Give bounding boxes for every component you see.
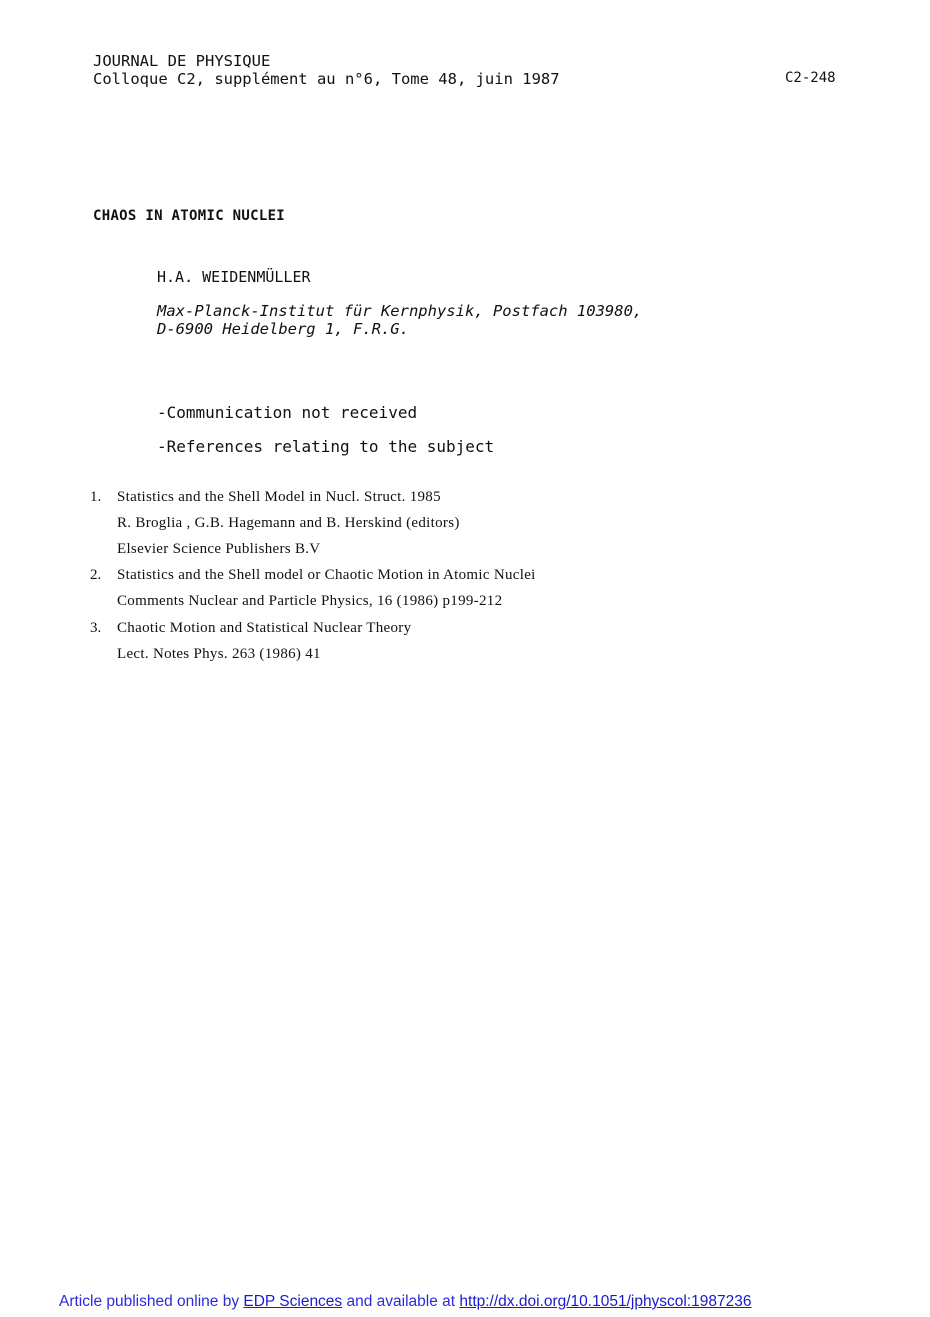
footer-middle: and available at [342,1293,460,1310]
affiliation-line-1: Max-Planck-Institut für Kernphysik, Postfach 103980, [157,302,643,320]
reference-number: 1. [90,489,102,505]
doi-link[interactable]: http://dx.doi.org/10.1051/jphyscol:1987236 [459,1293,752,1310]
reference-line: Comments Nuclear and Particle Physics, 16 (1986) p199-212 [117,593,503,609]
references-heading: -References relating to the subject [157,437,495,456]
reference-line: Elsevier Science Publishers B.V [117,541,321,557]
reference-number: 2. [90,567,102,583]
issue-line: Colloque C2, supplément au n°6, Tome 48, juin 1987 [93,70,560,88]
reference-line: Lect. Notes Phys. 263 (1986) 41 [117,646,321,662]
reference-number: 3. [90,620,102,636]
communication-note: -Communication not received [157,403,418,422]
author-name: H.A. WEIDENMÜLLER [157,268,311,286]
page-number: C2-248 [785,70,836,86]
publisher-link[interactable]: EDP Sciences [243,1293,343,1310]
affiliation-line-2: D-6900 Heidelberg 1, F.R.G. [157,320,409,338]
publication-footer [59,1293,752,1311]
article-title: CHAOS IN ATOMIC NUCLEI [93,208,286,224]
reference-line: R. Broglia , G.B. Hagemann and B. Herskind (editors) [117,515,460,531]
reference-line: Chaotic Motion and Statistical Nuclear Theory [117,620,412,636]
reference-line: Statistics and the Shell Model in Nucl. Struct. 1985 [117,489,441,505]
footer-prefix: Article published online by [59,1293,244,1310]
reference-line: Statistics and the Shell model or Chaotic Motion in Atomic Nuclei [117,567,536,583]
journal-name: JOURNAL DE PHYSIQUE [93,52,271,70]
